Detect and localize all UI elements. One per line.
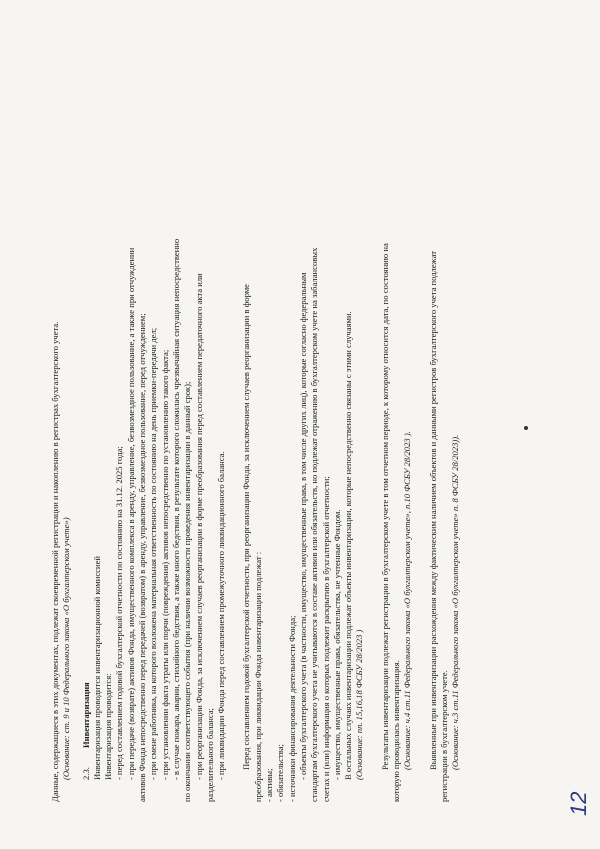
text-line: стандартам бухгалтерского учета не учитываются в составе активов или обязательств, но подлежат отражению в бухгалтерском учете на забалансовых: [309, 247, 320, 802]
text-line: Инвентаризация проводится инвентаризационной комиссией: [91, 556, 102, 780]
basis-note-e: (Основание: ч.3 ст.11 Федерального закона «О бухгалтерском учете» п. 8 ФСБУ 28/2023)).: [450, 434, 461, 770]
ink-dot: [524, 426, 528, 430]
text-line: - при реорганизации Фонда, за исключением случаев реорганизации в форме преобразования перед составлением передаточного акта или: [193, 273, 204, 780]
page-number: 12: [566, 791, 591, 816]
text-line: - при ликвидации Фонда перед составлением промежуточного ликвидационного баланса.: [216, 451, 227, 780]
text-line: регистрации в бухгалтерском учете.: [438, 670, 449, 802]
text-line: Результаты инвентаризации подлежат регистрации в бухгалтерском учете в том отчетном периоде, к которому относится дата, по состоянию на: [379, 243, 390, 770]
text-line: В остальных случаях инвентаризации подлежат объекты инвентаризации, которые непосредственно связаны с этими случаями.: [343, 311, 354, 780]
paragraph-intro: [50, 62, 61, 802]
basis-note-a: (Основание: ст. 9 и 10 Федерального закона «О бухгалтерском учете»): [61, 517, 72, 780]
text-line: - обязательства;: [275, 744, 286, 802]
text-line: Выявленные при инвентаризации расхождения между фактическим наличием объектов и данными регистров бухгалтерского учета подлежат: [427, 251, 438, 770]
text-line: - в случае пожара, аварии, стихийного бедствия, а также иного бедствия, в результате которого сложилась чрезвычайная ситуация непосредственно: [170, 238, 181, 780]
text-line: - при передаче (возврате) активов Фонда, имущественного комплекса в аренду, управление, безвозмездное пользование, а также при отчуждении: [125, 247, 136, 780]
text-line: - перед составлением годовой бухгалтерской отчетности по состоянию на 31.12. 2025 года;: [114, 446, 125, 780]
text-line: Инвентаризация проводится:: [103, 673, 114, 780]
text-line: Данные, содержащиеся в этих документах, подлежат своевременной регистрации и накоплению в регистрах бухгалтерского учета.: [50, 321, 60, 802]
text-line: счетах и (или) информация о которых подлежит раскрытию в бухгалтерской отчетности;: [320, 476, 331, 802]
paragraph-inventory-objects: [241, 62, 354, 802]
text-line: - объекты бухгалтерского учета (в частности, имущество, имущественные права, в том числе других лиц), которые согласно федеральным: [297, 272, 308, 780]
basis-note-c: (Основание: пп. 15,16,18 ФСБУ 28/2023 ): [354, 629, 365, 780]
section-header: [81, 62, 92, 802]
basis-note-d: (Основание: ч.4 ст.11 Федерального закона «О бухгалтерском учете», п.10 ФСБУ 28/2023 ).: [402, 431, 413, 770]
paragraph-results: [380, 62, 403, 802]
text-line: активов Фонда непосредственно перед передачей (возвратом) в аренду, управление, безвозмездное пользование, перед отчуждением;: [137, 313, 148, 802]
text-line: - при смене работника, на которого возложена материальная ответственность по состоянию на день приемки-передачи дел;: [148, 327, 159, 780]
text-line: - активы;: [264, 768, 275, 802]
section-number: 2.3.: [80, 767, 91, 780]
text-line: которую проводилась инвентаризация.: [391, 660, 402, 802]
rotated-text-block: [50, 62, 520, 802]
text-line: разделительного баланса;: [204, 708, 215, 802]
paragraph-inventory-cases: [92, 62, 228, 802]
section-title: Инвентаризация: [80, 682, 91, 748]
text-line: преобразования, при ликвидации Фонда инвентаризации подлежат :: [252, 551, 263, 802]
text-line: по окончании соответствующего события (при наличии возможности проведения инвентаризации в данный срок);: [182, 381, 193, 802]
text-line: - при установлении факта утраты или порчи (повреждения) активов непосредственно по установлению такого факта;: [159, 349, 170, 780]
paragraph-discrepancies: [428, 62, 451, 802]
text-line: - имущество, имущественные права, обязательства, не учтенные Фондом.: [331, 509, 342, 780]
text-line: - источники финансирования деятельности Фонда;: [286, 615, 297, 802]
text-line: Перед составлением годовой бухгалтерской отчетности, при реорганизации Фонда, за исключением случаев реорганизации в форме: [241, 284, 252, 770]
